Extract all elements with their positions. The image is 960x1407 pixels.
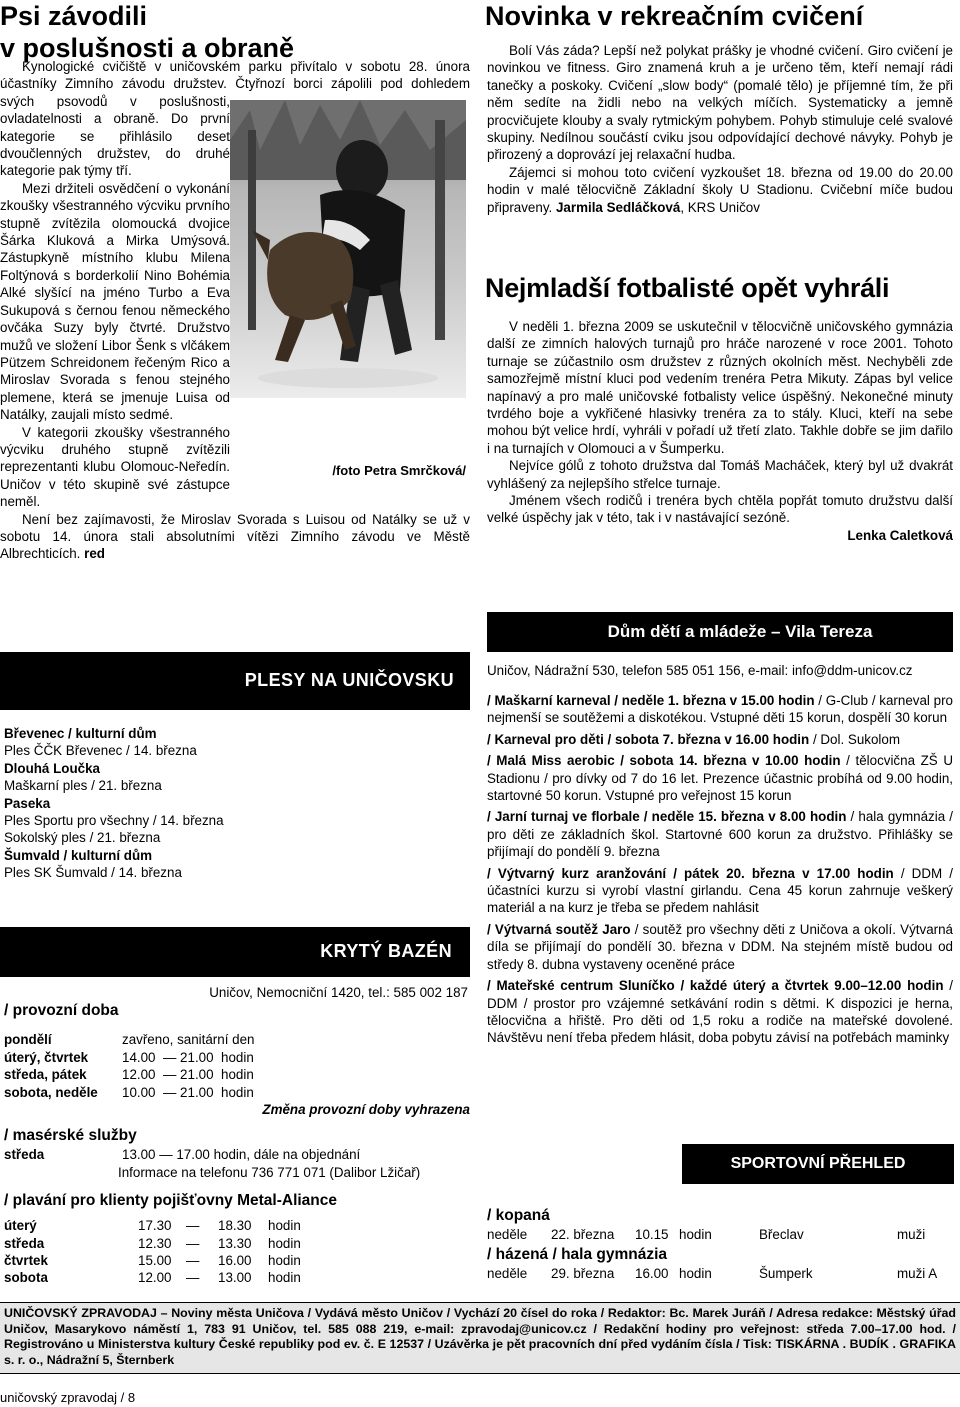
- ddm-event-heading: / Maškarní karneval / neděle 1. března v 15.00 hodin: [487, 693, 815, 708]
- ddm-event-text: / hala gymnázia / pro děti ze základních škol. Startovné 600 korun za družstvo. Přihlášky se přijímají do pondělí 9. března: [487, 809, 953, 860]
- sport-group-title: / házená / hala gymnázia: [487, 1246, 668, 1264]
- exercise-paragraph-1: Bolí Vás záda? Lepší než polykat prášky je vhodné cvičení. Giro cvičení je novinkou ve fitness. Giro znamená kruh a je určeno těm, kteří nemají rádi tanečky a poskoky. Cvičení „slow body“ (pomalé tělo) je příjemné tím, že při něm sedíte na židli nebo na velkých míčích. Systematicky a jemně procvičujete klouby a svaly rytmickým pohybem. Pohyb stimuluje celé svalové skupiny. Nedílnou součástí cviku jsou odpovídající dechové návyky. Pohyb je přirozený a doprovází jej relaxační hudba.: [487, 43, 953, 163]
- bazen-swim-day: úterý: [4, 1218, 37, 1234]
- dogs-paragraph-4-text: Není bez zajímavosti, že Miroslav Svorada s Luisou od Natálky se už v sobotu 14. února stali absolutními vítězi Zimního závodu ve Městě Albrechticích.: [0, 511, 470, 562]
- bazen-address: Uničov, Nemocniční 1420, tel.: 585 002 187: [209, 985, 468, 1000]
- bazen-swim-from: 12.00: [138, 1270, 172, 1286]
- football-paragraph-3: Jménem všech rodičů i trenéra bych chtěla popřát tomuto družstvu další velké úspěchy jak v této, tak i v nastávající sezóně.: [487, 493, 953, 526]
- ddm-event: [487, 977, 953, 1047]
- bazen-swim-dash: —: [186, 1253, 200, 1269]
- bazen-hours-title: / provozní doba: [4, 1002, 119, 1020]
- sport-unit: hodin: [679, 1266, 712, 1282]
- bazen-banner-title: KRYTÝ BAZÉN: [320, 941, 452, 961]
- bazen-swim-from: 17.30: [138, 1218, 172, 1234]
- photo-credit-box: [238, 462, 466, 480]
- dogs-article-body: [0, 58, 470, 563]
- exercise-author-suffix: , KRS Uničov: [680, 199, 760, 215]
- bazen-swim-day: středa: [4, 1235, 45, 1251]
- ddm-event: [487, 808, 953, 860]
- plesy-event: Maškarní ples / 21. března: [4, 778, 162, 794]
- bazen-swim-from: 12.30: [138, 1235, 172, 1251]
- dogs-paragraph-4: [0, 511, 470, 563]
- plesy-event: Ples SK Šumvald / 14. března: [4, 865, 182, 881]
- plesy-event: Ples ČČK Břevenec / 14. března: [4, 743, 197, 759]
- sport-team: muži: [897, 1227, 926, 1242]
- bazen-massage-title: / masérské služby: [4, 1127, 137, 1145]
- ddm-event-heading: / Jarní turnaj ve florbale / neděle 15. března v 8.00 hodin: [487, 809, 847, 825]
- photo-credit: /foto Petra Smrčková/: [332, 463, 466, 478]
- ddm-event-heading: / Výtvarný kurz aranžování / pátek 20. března v 17.00 hodin: [487, 865, 894, 881]
- sport-place: Břeclav: [759, 1227, 804, 1242]
- football-article-body: [487, 318, 953, 544]
- exercise-paragraph-2: [487, 164, 953, 216]
- bazen-swim-dash: —: [186, 1270, 200, 1286]
- sport-section: [487, 1204, 953, 1283]
- plesy-banner: [0, 652, 470, 710]
- ddm-event-text: / G-Club / karneval pro nejmenší se soutěžemi a diskotékou. Vstupné děti 15 korun, dospělí 30 korun: [487, 693, 953, 726]
- bazen-swim-to: 13.00: [218, 1270, 252, 1286]
- page-number: uničovský zpravodaj / 8: [0, 1390, 136, 1405]
- bazen-hours-row: [4, 1031, 470, 1048]
- sport-time: 10.15: [635, 1227, 669, 1242]
- sport-group-title: / kopaná: [487, 1207, 550, 1224]
- plesy-place: Šumvald / kulturní dům: [4, 847, 153, 863]
- ddm-event-heading: / Výtvarná soutěž Jaro: [487, 921, 631, 937]
- plesy-event: Ples Sportu pro všechny / 14. března: [4, 813, 224, 829]
- bazen-hours-note: Změna provozní doby vyhrazena: [262, 1102, 470, 1118]
- bazen-hours-day: sobota, neděle: [4, 1084, 98, 1100]
- sport-banner: [682, 1144, 954, 1184]
- ddm-event-text: / DDM / účastníci kurzu si vyrobí vlastní girlandu. Cena 45 korun zahrnuje veškerý materiál a na kurz je třeba se předem nahlásit: [487, 865, 953, 916]
- bazen-section: [4, 984, 470, 1287]
- bazen-massage-day: středa: [4, 1147, 45, 1163]
- sport-team: muži A: [897, 1266, 938, 1282]
- ddm-event-text: / DDM / prostor pro vzájemné setkávání rodin s dětmi. K dispozici je herna, tělocvična a hřiště. Pro děti od 1,5 roku a rodiče na mateřské dovolené. Návštěvu není třeba předem hlásit, doba pobytu závisí na potřebách maminky: [487, 978, 953, 1046]
- bazen-hours-row: [4, 1049, 470, 1066]
- bazen-swim-row: [4, 1235, 470, 1252]
- dogs-paragraph-1: Kynologické cvičiště v uničovském parku přivítalo v sobotu 28. února účastníky Zimního závodu družstev. Čtyřnozí borci zápolili pod dohledem svých psovodů v poslušnosti, ovladatelnosti a obraně. Do první kategorie se přihlásilo deset dvoučlenných družstev, do druhé kategorie pak týmy tří.: [0, 59, 470, 179]
- exercise-article-title: Novinka v rekreačním cvičení: [485, 1, 864, 31]
- ddm-event: [487, 731, 953, 748]
- bazen-hours-day: pondělí: [4, 1032, 52, 1048]
- bazen-swim-unit: hodin: [268, 1235, 301, 1251]
- sport-date: 22. března: [551, 1227, 615, 1242]
- dogs-title-line1: Psi závodili: [0, 1, 148, 31]
- bazen-swim-dash: —: [186, 1218, 200, 1234]
- plesy-place: Břevenec / kulturní dům: [4, 726, 157, 741]
- sport-day: neděle: [487, 1266, 528, 1282]
- sport-banner-title: SPORTOVNÍ PŘEHLED: [730, 1155, 906, 1172]
- bazen-hours-time: 12.00 — 21.00 hodin: [122, 1067, 254, 1083]
- exercise-article-body: [487, 42, 953, 216]
- sport-place: Šumperk: [759, 1266, 813, 1282]
- bazen-swim-unit: hodin: [268, 1218, 301, 1234]
- plesy-list: [4, 725, 464, 882]
- bazen-massage-row: [4, 1146, 470, 1163]
- bazen-banner: [0, 927, 470, 977]
- sport-match-row: [487, 1226, 953, 1243]
- bazen-swim-unit: hodin: [268, 1270, 301, 1286]
- bazen-swim-unit: hodin: [268, 1253, 301, 1269]
- bazen-hours-row: [4, 1084, 470, 1101]
- caption-text: Libor Šenk a jeho německý ovčák Pütz Schreidon byli v Uničově sedmí. Ale o dva týdny dříve se stali absolutními vítězi soutěže ve Městě Albrechticích: [238, 399, 454, 460]
- dogs-paragraph-3: V kategorii zkoušky všestranného výcviku druhého stupně zvítězili reprezentanti klubu Olomouc-Neředín. Uničov v této skupině své zástupce neměl.: [0, 424, 230, 510]
- football-paragraph-2: Nejvíce gólů z tohoto družstva dal Tomáš Macháček, který byl už dvakrát vyhlášený za nejlepšího střelce turnaje.: [487, 458, 953, 491]
- ddm-event: [487, 752, 953, 804]
- bazen-swim-row: [4, 1252, 470, 1269]
- football-article-title: Nejmladší fotbalisté opět vyhráli: [485, 273, 890, 303]
- ddm-event-text: / soutěž pro všechny děti z Uničova a okolí. Výtvarná díla se přijímají do pondělí 30. března v DDM. Na stejném místě budou od středy 8. dubna vystaveny oceněné práce: [487, 921, 953, 972]
- bazen-hours-time: 14.00 — 21.00 hodin: [122, 1049, 254, 1065]
- exercise-author: Jarmila Sedláčková: [555, 199, 681, 215]
- ddm-event-text: / Dol. Sukolom: [809, 731, 901, 747]
- plesy-place: Paseka: [4, 795, 51, 811]
- bazen-swim-title: / plavání pro klienty pojišťovny Metal-Aliance: [4, 1192, 338, 1210]
- bazen-swim-day: čtvrtek: [4, 1253, 48, 1269]
- bazen-massage-time: 13.00 — 17.00 hodin, dále na objednání: [122, 1147, 361, 1163]
- sport-unit: hodin: [679, 1227, 712, 1242]
- bazen-hours-time: zavřeno, sanitární den: [122, 1032, 255, 1048]
- ddm-event-text: / tělocvična ZŠ U Stadionu / pro dívky od 7 do 16 let. Prezence účastnic probíhá od 9.00 hodin, startovné 50 korun. Vstupné pro veřejnost 15 korun: [487, 753, 953, 804]
- ddm-event: [487, 921, 953, 973]
- footer-text: UNIČOVSKÝ ZPRAVODAJ – Noviny města Uničova / Vydává město Uničov / Vychází 20 čísel do roka / Redaktor: Bc. Marek Juráň / Adresa redakce: Městský úřad Uničov, Masarykovo náměstí 1, 783 91 Uničov, tel. 585 088 219, e-mail: zpravodaj@unicov.cz / Redakční hodiny pro veřejnost: středa 7.00–17.00 hod. / Registrováno u Ministerstva kultury České republiky pod ev. č. E 12537 / Uzávěrka je pět pracovních dní před vydáním čísla / Tisk: TISKÁRNA . BUDÍK . GRAFIKA s. r. o., Nádražní 5, Šternberk: [4, 1306, 956, 1368]
- bazen-swim-day: sobota: [4, 1270, 48, 1286]
- dogs-paragraph-2: Mezi držiteli osvědčení o vykonání zkoušky všestranného výcviku prvního stupně zvítězila olomoucká dvojice Šárka Kluková a Mirka Umýsová. Zástupkyně místního klubu Milena Foltýnová s borderkolií Nino Bohémia Alké slyšící na jméno Turbo a Eva Sukupová s černou fenou německého ovčáka Suzy byly čtvrté. Družstvo mužů ve složení Libor Šenk s vlčákem Pützem Schreidonem řečeným Rico a Miroslav Svorada s fenou stejného plemene, která se jmenuje Luisa od Natálky, zaujali místo sedmé.: [0, 180, 230, 423]
- ddm-event: [487, 865, 953, 917]
- sport-day: neděle: [487, 1227, 528, 1242]
- bazen-swim-to: 16.00: [218, 1253, 252, 1269]
- ddm-banner: [487, 612, 953, 652]
- ddm-contact: Uničov, Nádražní 530, telefon 585 051 156, e-mail: info@ddm-unicov.cz: [487, 663, 913, 678]
- ddm-event-heading: / Malá Miss aerobic / sobota 14. března v 10.00 hodin: [487, 753, 841, 769]
- ddm-event-heading: / Mateřské centrum Sluníčko / každé úterý a čtvrtek 9.00–12.00 hodin: [487, 978, 944, 994]
- ddm-event-heading: / Karneval pro děti / sobota 7. března v 16.00 hodin: [487, 731, 810, 747]
- bazen-swim-row: [4, 1269, 470, 1286]
- bazen-hours-day: středa, pátek: [4, 1067, 87, 1083]
- bazen-swim-to: 18.30: [218, 1218, 252, 1234]
- ddm-event: [487, 692, 953, 727]
- bazen-hours-row: [4, 1066, 470, 1083]
- bazen-swim-table: [4, 1217, 470, 1287]
- sport-date: 29. března: [551, 1266, 615, 1282]
- bazen-massage-info: Informace na telefonu 736 771 071 (Dalibor Lžičař): [118, 1164, 421, 1180]
- sport-time: 16.00: [635, 1266, 669, 1282]
- football-author: Lenka Caletková: [847, 527, 953, 543]
- bazen-hours-time: 10.00 — 21.00 hodin: [122, 1084, 254, 1100]
- plesy-place: Dlouhá Loučka: [4, 760, 100, 776]
- plesy-banner-title: PLESY NA UNIČOVSKU: [244, 670, 454, 690]
- dogs-signature: red: [84, 546, 105, 562]
- bazen-swim-row: [4, 1217, 470, 1234]
- bazen-hours-table: [4, 1031, 470, 1101]
- bazen-hours-day: úterý, čtvrtek: [4, 1049, 89, 1065]
- dogs-title-line2: v poslušnosti a obraně: [0, 33, 295, 63]
- football-paragraph-1: V neděli 1. března 2009 se uskutečnil v tělocvičně uničovského gymnázia další ze zimních halových turnajů pro hráče narozené v roce 2001. Tohoto turnaje se zúčastnilo osm družstev z různých okolních měst. Nechyběli zde samozřejmě místní kluci pod vedením trenéra Petra Mikuty. Zápas byl velice napínavý a pro malé uničovské fotbalisty velice úspěšný. Nekonečné minuty tvrdého boje a vykřičené hlasivky trenéra za to stály. Kluci, kteří na sebe mohou být velice hrdí, vyhráli v pořadí už třetí zlato. Takhle dobře se jim dařilo i na turnajích v Olomouci a v Šumperku.: [487, 319, 953, 456]
- sport-match-row: [487, 1265, 953, 1282]
- dogs-article-title: [0, 0, 470, 64]
- ddm-events-list: [487, 692, 953, 1051]
- bazen-swim-from: 15.00: [138, 1253, 172, 1269]
- photo-wrap-spacer: [230, 58, 470, 490]
- ddm-banner-title: Dům dětí a mládeže – Vila Tereza: [607, 622, 873, 641]
- bazen-swim-dash: —: [186, 1235, 200, 1251]
- exercise-paragraph-2-text: Zájemci si mohou toto cvičení vyzkoušet 18. března od 19.00 do 20.00 hodin v malé tělocvičně Základní školy U Stadionu. Cvičební míče budou připraveny.: [487, 164, 953, 215]
- bazen-swim-to: 13.30: [218, 1235, 252, 1251]
- plesy-event: Sokolský ples / 21. března: [4, 830, 161, 846]
